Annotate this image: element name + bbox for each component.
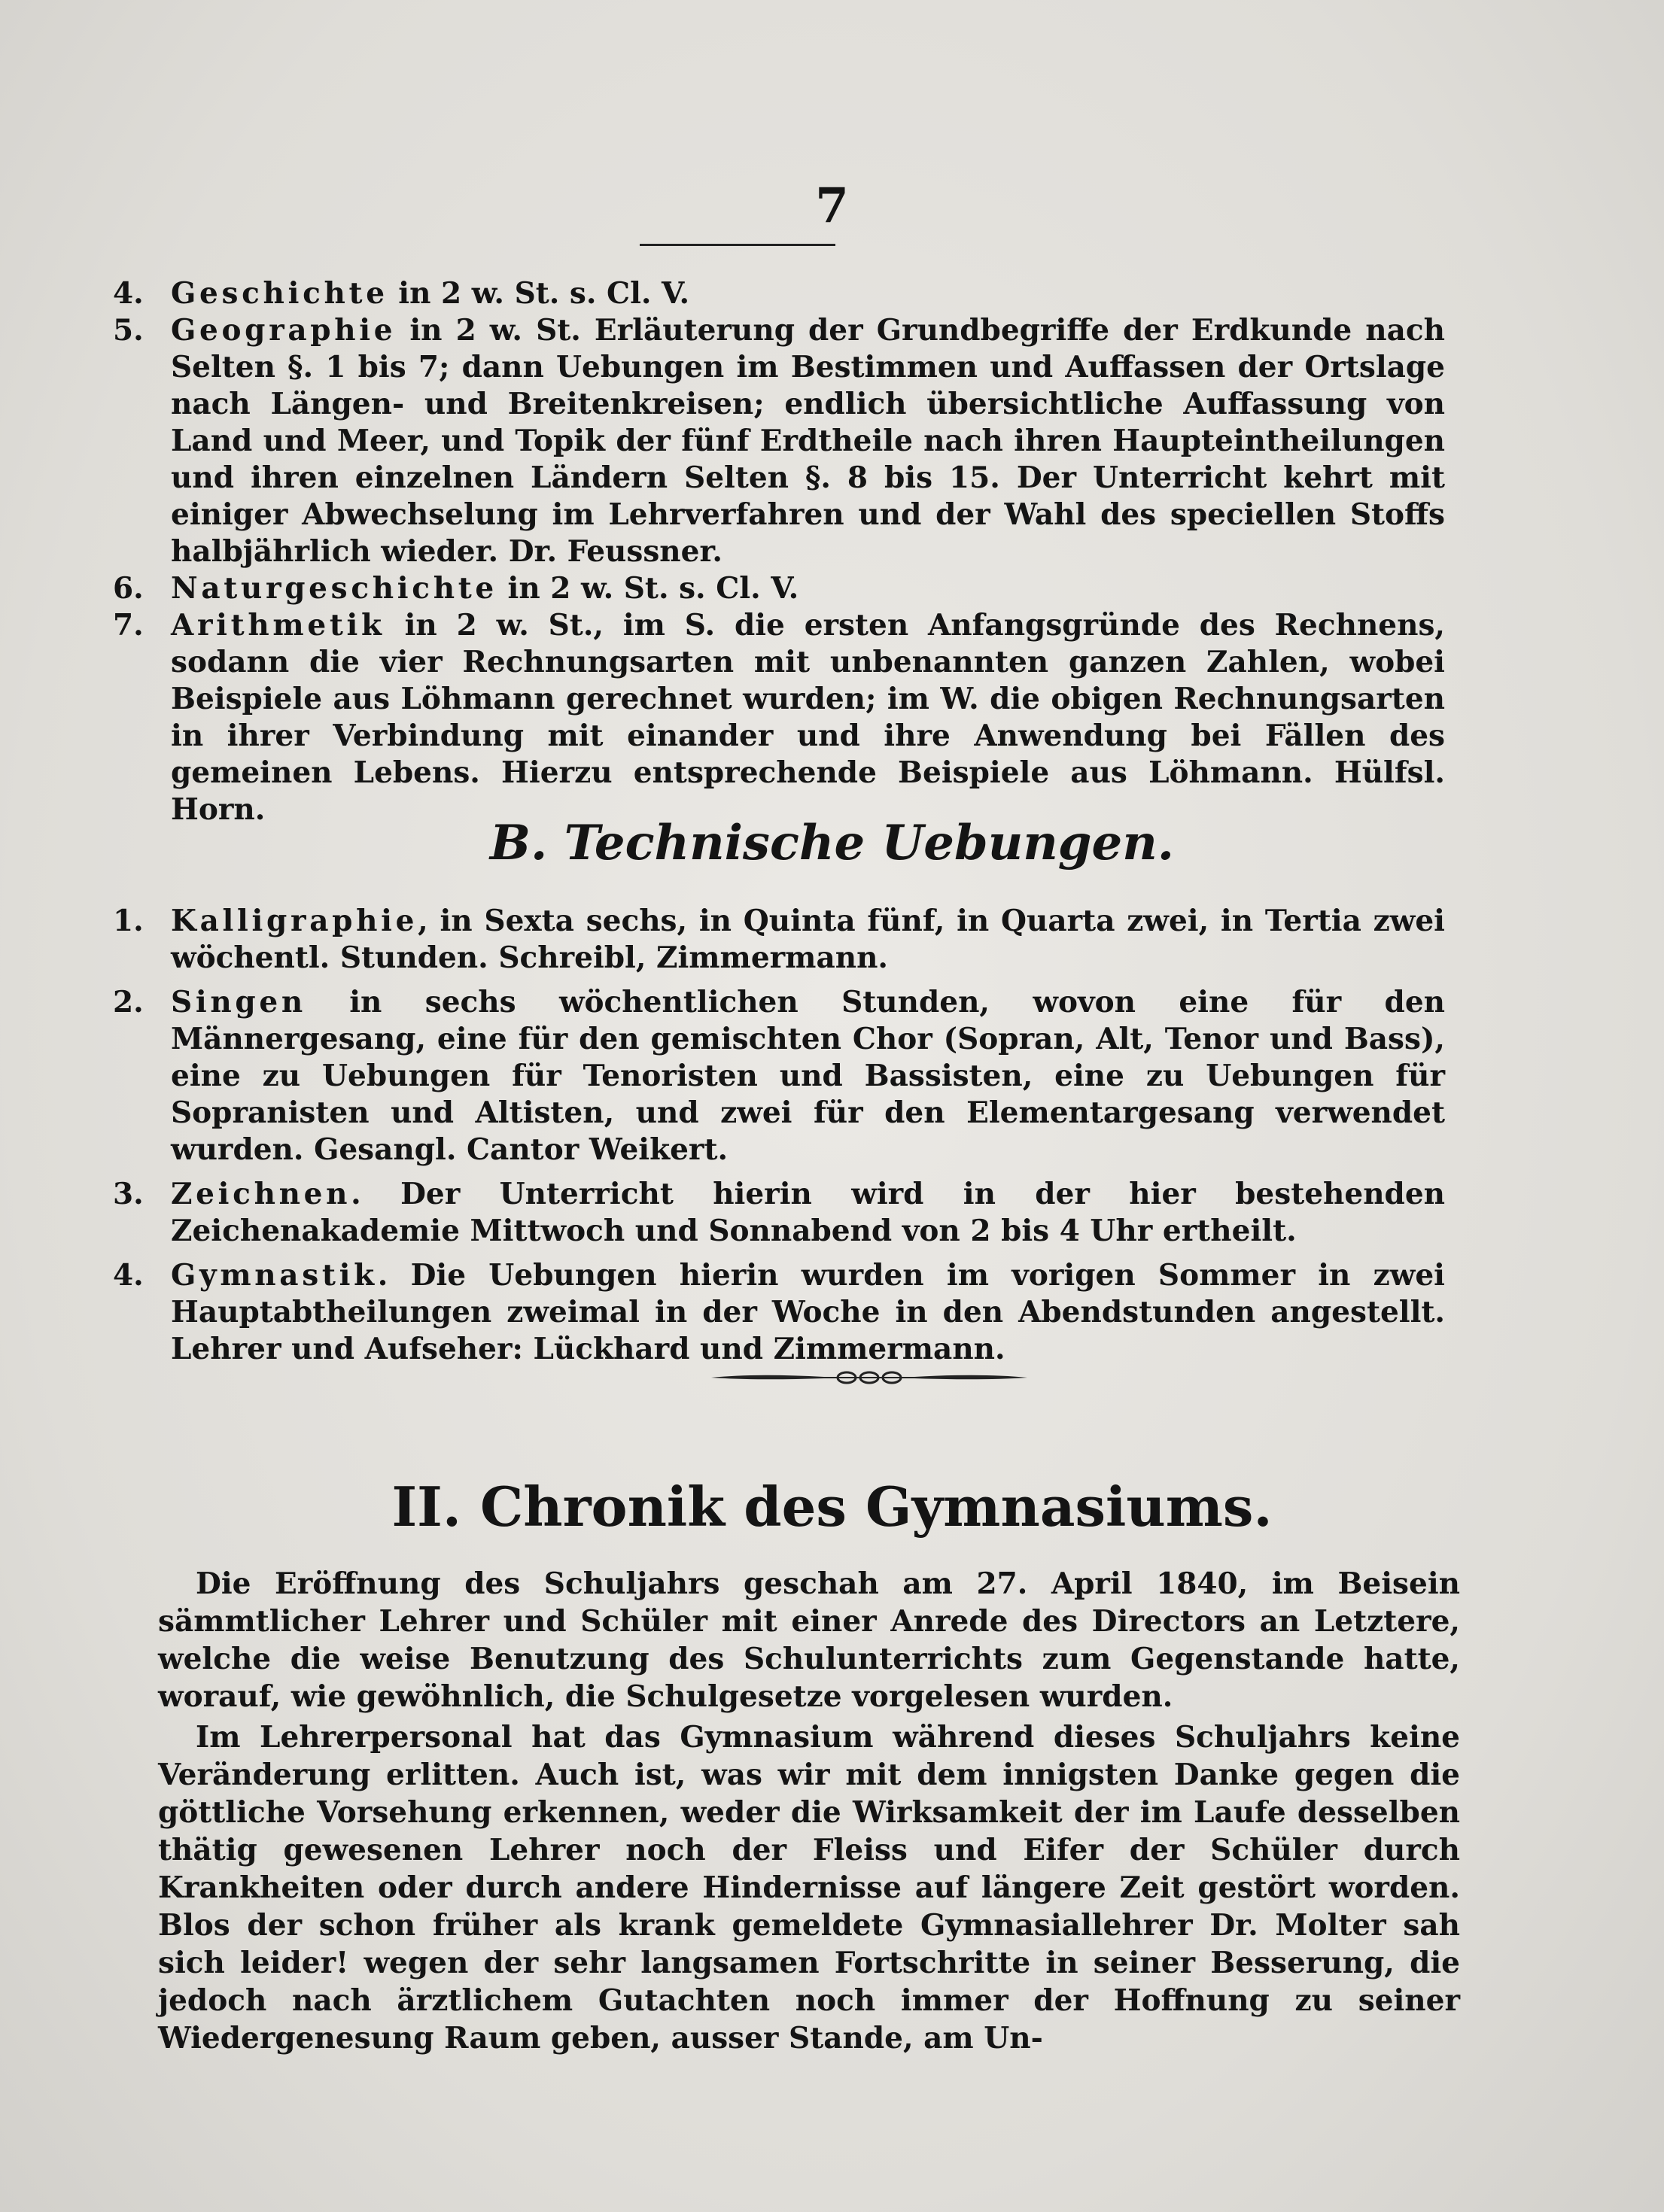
item-number: 5. [113,313,144,348]
item-text: in 2 w. St. s. Cl. V. [388,276,690,311]
section-a-list [113,275,1445,828]
list-item [113,312,1445,570]
list-item [113,607,1445,828]
item-text: in 2 w. St. Erläuterung der Grundbegriffe der Erdkunde nach Selten §. 1 bis 7; dann Uebungen im Bestimmen und Auffassen der Ortslage nach Längen- und Breitenkreisen; endlich übersichtliche Auffassung von Land und Meer, und Topik der fünf Erdtheile nach ihren Haupteintheilungen und ihren einzelnen Ländern Selten §. 8 bis 15. Der Unterricht kehrt mit einiger Abwechselung im Lehrverfahren und der Wahl des speciellen Stoffs halbjährlich wieder. Dr. Feussner. [171,313,1445,569]
list-item [113,570,1445,607]
list-item [113,1176,1445,1250]
list-item [113,903,1445,977]
chronicle-paragraph: Im Lehrerpersonal hat das Gymnasium während dieses Schuljahrs keine Veränderung erlitten. Auch ist, was wir mit dem innigsten Danke gegen die göttliche Vorsehung erkennen, weder die Wirksamkeit der im Laufe desselben thätig gewesenen Lehrer noch der Fleiss und Eifer der Schüler durch Krankheiten oder durch andere Hindernisse auf längere Zeit gestört worden. Blos der schon früher als krank gemeldete Gymnasiallehrer Dr. Molter sah sich leider! wegen der sehr langsamen Fortschritte in seiner Besserung, die jedoch nach ärztlichem Gutachten noch immer der Hoffnung zu seiner Wiedergenesung Raum geben, ausser Stande, am Un- [158,1720,1460,2056]
section-b-list [113,903,1445,1368]
section-b-heading: B. Technische Uebungen. [489,815,1175,871]
item-subject: Naturgeschichte [171,571,497,606]
item-subject: Geographie [171,313,397,348]
item-subject: Kalligraphie [171,904,418,938]
chronicle-paragraph: Die Eröffnung des Schuljahrs geschah am 27. April 1840, im Beisein sämmtlicher Lehrer und Schüler mit einer Anrede des Directors an Letztere, welche die weise Benutzung des Schulunterrichts zum Gegenstande hatte, worauf, wie gewöhnlich, die Schulgesetze vorgelesen wurden. [158,1566,1460,1714]
item-number: 4. [113,276,144,311]
list-item [113,1257,1445,1368]
item-subject: Geschichte [171,276,388,311]
ornament-divider [711,1366,1027,1388]
page-number: 7 [815,178,849,234]
item-text: in 2 w. St., im S. die ersten Anfangsgründe des Rechnens, sodann die vier Rechnungsarten mit unbenannten ganzen Zahlen, wobei Beispiele aus Löhmann gerechnet wurden; im W. die obigen Rechnungsarten in ihrer Verbindung mit einander und ihre Anwendung bei Fällen des gemeinen Lebens. Hierzu entsprechende Beispiele aus Löhmann. Hülfsl. Horn. [171,608,1445,827]
item-subject: Arithmetik [171,608,385,643]
item-number: 3. [113,1177,144,1211]
item-text: in sechs wöchentlichen Stunden, wovon eine für den Männergesang, eine für den gemischten Chor (Sopran, Alt, Tenor und Bass), eine zu Uebungen für Tenoristen und Bassisten, eine zu Uebungen für Sopranisten und Altisten, und zwei für den Elementargesang verwendet wurden. Gesangl. Cantor Weikert. [171,985,1445,1167]
item-number: 4. [113,1258,144,1293]
item-number: 7. [113,608,144,643]
item-text: . Die Uebungen hierin wurden im vorigen Sommer in zwei Hauptabtheilungen zweimal in der Woche in den Abendstunden angestellt. Lehrer und Aufseher: Lückhard und Zimmermann. [171,1258,1445,1366]
item-subject: Gymnastik [171,1258,378,1293]
item-subject: Zeichnen [171,1177,351,1211]
item-number: 6. [113,571,144,606]
item-text: in 2 w. St. s. Cl. V. [497,571,799,606]
section-ii-heading: II. Chronik des Gymnasiums. [391,1475,1273,1539]
list-item [113,984,1445,1168]
item-number: 1. [113,904,144,938]
list-item [113,275,1445,312]
item-text: , in Sexta sechs, in Quinta fünf, in Quarta zwei, in Tertia zwei wöchentl. Stunden. Schreibl, Zimmermann. [171,904,1445,975]
header-rule [640,244,835,246]
item-number: 2. [113,985,144,1019]
item-subject: Singen [171,985,306,1019]
item-text: . Der Unterricht hierin wird in der hier bestehenden Zeichenakademie Mittwoch und Sonnabend von 2 bis 4 Uhr ertheilt. [171,1177,1445,1248]
